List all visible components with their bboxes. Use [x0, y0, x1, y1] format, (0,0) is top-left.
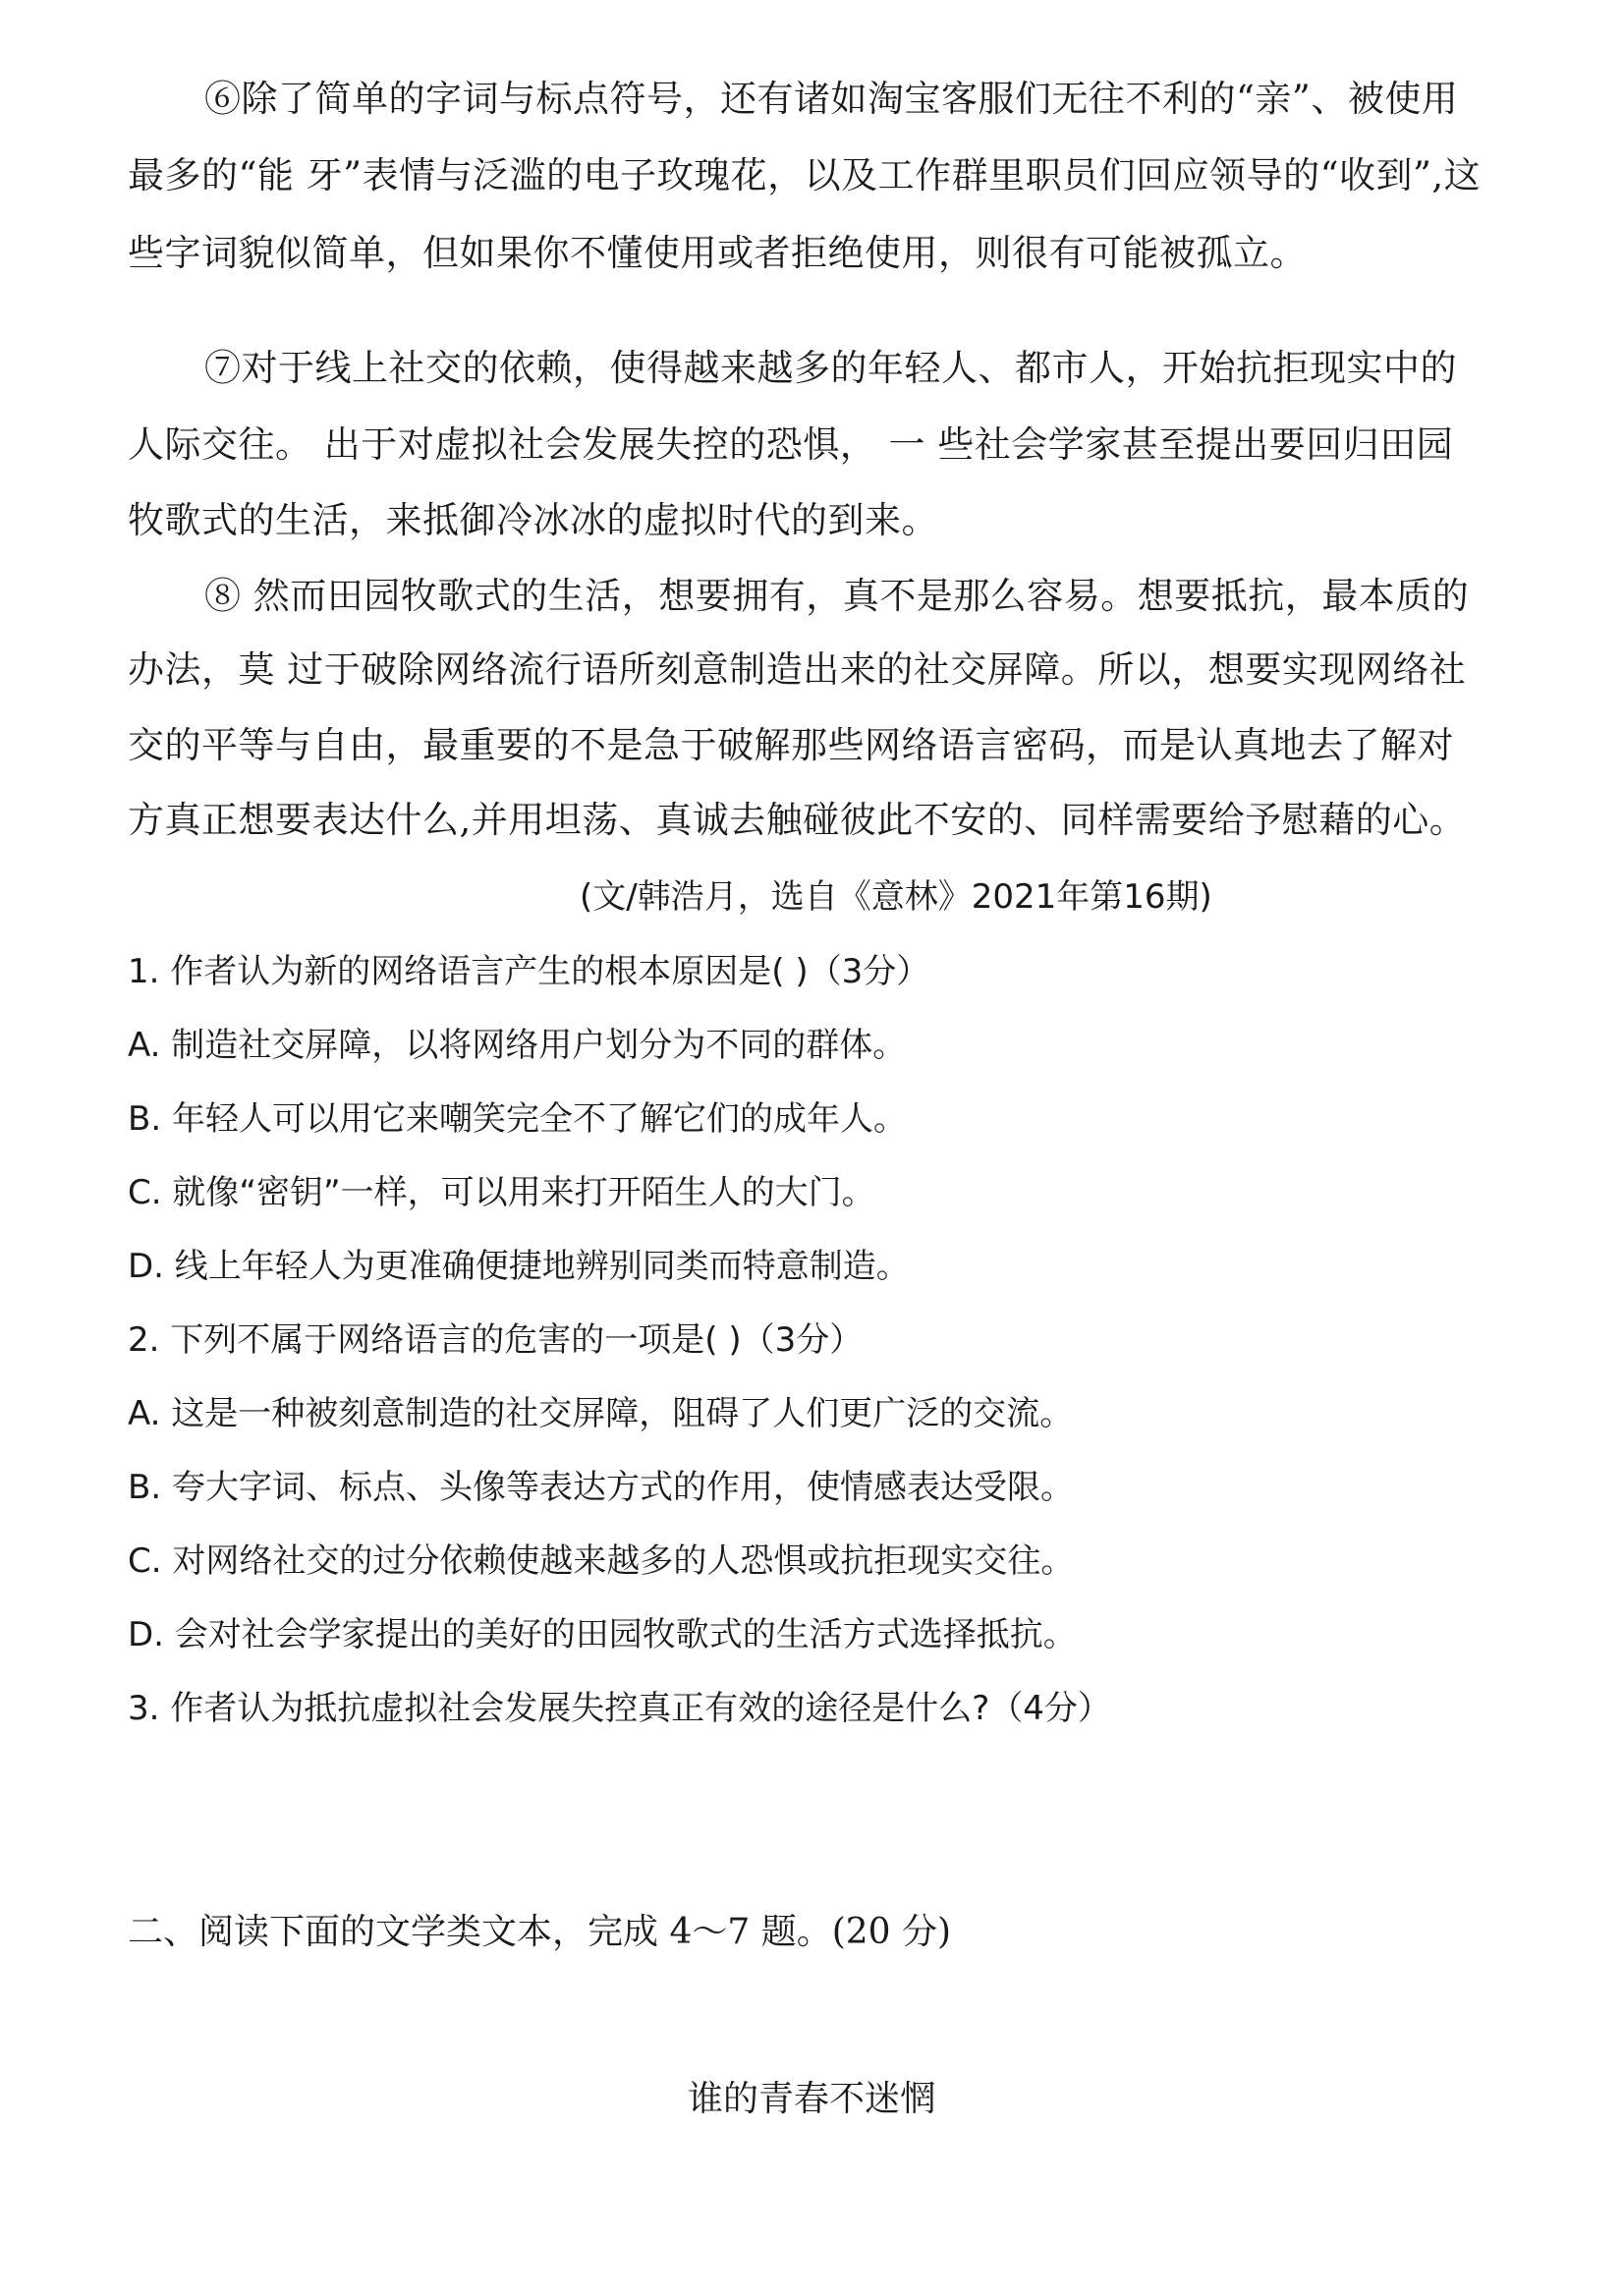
question-2: 2. 下列不属于网络语言的危害的一项是( )（3分）: [128, 1320, 864, 1360]
question-2-option-b: B. 夸大字词、标点、头像等表达方式的作用，使情感表达受限。: [128, 1468, 1074, 1507]
question-1-option-d: D. 线上年轻人为更准确便捷地辨别同类而特意制造。: [128, 1247, 910, 1286]
passage-p8-line-3: 交的平等与自由，最重要的不是急于破解那些网络语言密码，而是认真地去了解对: [128, 724, 1454, 766]
passage-p7-line-1: ⑦对于线上社交的依赖，使得越来越多的年轻人、都市人，开始抗拒现实中的: [204, 347, 1457, 389]
story-title: 谁的青春不迷惘: [687, 2079, 935, 2119]
passage-p6-line-3: 些字词貌似简单，但如果你不懂使用或者拒绝使用，则很有可能被孤立。: [128, 232, 1307, 274]
passage-p7-line-2: 人际交往。 出于对虚拟社会发展失控的恐惧， 一 些社会学家甚至提出要回归田园: [128, 423, 1454, 466]
question-1: 1. 作者认为新的网络语言产生的根本原因是( )（3分）: [128, 952, 930, 991]
question-1-option-b: B. 年轻人可以用它来嘲笑完全不了解它们的成年人。: [128, 1099, 907, 1139]
passage-p8-line-4: 方真正想要表达什么,并用坦荡、真诚去触碰彼此不安的、同样需要给予慰藉的心。: [128, 799, 1467, 841]
question-1-option-a: A. 制造社交屏障，以将网络用户划分为不同的群体。: [128, 1026, 907, 1065]
section-2-heading: 二、阅读下面的文学类文本，完成 4～7 题。(20 分): [128, 1912, 952, 1952]
question-3: 3. 作者认为抵抗虚拟社会发展失控真正有效的途径是什么?（4分）: [128, 1689, 1111, 1728]
passage-source: (文/韩浩月，选自《意林》2021年第16期): [580, 877, 1212, 917]
question-1-option-c: C. 就像“密钥”一样，可以用来打开陌生人的大门。: [128, 1173, 875, 1212]
question-2-option-a: A. 这是一种被刻意制造的社交屏障，阻碍了人们更广泛的交流。: [128, 1394, 1074, 1433]
passage-p8-line-1: ⑧ 然而田园牧歌式的生活，想要拥有，真不是那么容易。想要抵抗，最本质的: [204, 575, 1470, 617]
question-2-option-c: C. 对网络社交的过分依赖使越来越多的人恐惧或抗拒现实交往。: [128, 1541, 1075, 1581]
passage-p7-line-3: 牧歌式的生活，来抵御冷冰冰的虚拟时代的到来。: [128, 499, 938, 541]
passage-p6-line-1: ⑥除了简单的字词与标点符号，还有诸如淘宝客服们无往不利的“亲”、被使用: [204, 78, 1459, 120]
passage-p6-line-2: 最多的“能 牙”表情与泛滥的电子玫瑰花，以及工作群里职员们回应领导的“收到”,这: [128, 154, 1482, 196]
passage-p8-line-2: 办法，莫 过于破除网络流行语所刻意制造出来的社交屏障。所以，想要实现网络社: [128, 648, 1467, 691]
question-2-option-d: D. 会对社会学家提出的美好的田园牧歌式的生活方式选择抵抗。: [128, 1615, 1077, 1654]
